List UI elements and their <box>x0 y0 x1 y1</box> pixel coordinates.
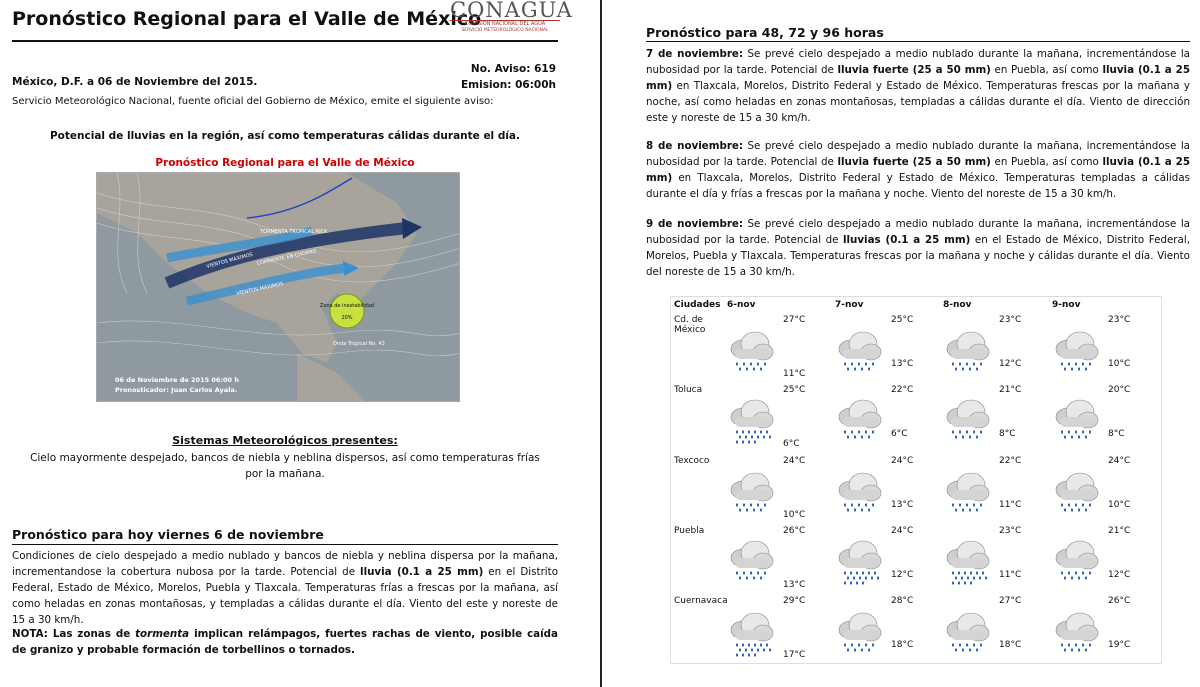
rain-cloud-icon <box>943 395 991 451</box>
today-divider <box>12 544 558 545</box>
map-title: Pronóstico Regional para el Valle de México <box>155 157 415 169</box>
temp-max: 29°C <box>783 596 806 606</box>
issue-date: México, D.F. a 06 de Noviembre del 2015. <box>12 76 258 88</box>
city-name: Toluca <box>674 385 703 395</box>
map-forecaster: Pronosticador: Juan Carlos Ayala. <box>115 386 238 394</box>
rain-cloud-icon <box>835 536 883 592</box>
map-label-tormenta: TORMENTA TROPICAL RICK <box>260 229 328 235</box>
temp-min: 13°C <box>783 580 806 590</box>
today-forecast-text: Condiciones de cielo despejado a medio nublado y bancos de niebla y neblina dispersa por la mañana, incrementandose la cobertura nubosa por la tarde. Potencial de lluvia (0.1 a 25 mm) en el Distrito Federal, Estado de México, Morelos, Puebla y Tlaxcala. Temperaturas frías a frescas por la mañana, así como heladas en zonas montañosas, y templadas a cálidas durante el día. Viento del este y noreste de 15 a 30 km/h. <box>12 550 558 626</box>
temp-max: 20°C <box>1108 385 1131 395</box>
map-date: 06 de Noviembre de 2015 06:00 h <box>115 376 239 384</box>
temp-min: 18°C <box>999 640 1022 650</box>
rain-cloud-icon <box>943 327 991 383</box>
temp-max: 24°C <box>783 456 806 466</box>
rain-cloud-icon <box>1052 608 1100 664</box>
temp-min: 8°C <box>1108 429 1125 439</box>
sistemas-text: Cielo mayormente despejado, bancos de niebla y neblina dispersos, así como temperaturas frías por la mañana. <box>30 452 540 480</box>
temp-min: 6°C <box>783 439 800 449</box>
temp-min: 12°C <box>1108 570 1131 580</box>
rain-cloud-icon <box>1052 536 1100 592</box>
weather-icon-cell <box>727 468 775 528</box>
weather-icon-cell <box>727 327 775 387</box>
temp-max: 21°C <box>999 385 1022 395</box>
temp-min: 13°C <box>891 359 914 369</box>
temp-max: 28°C <box>891 596 914 606</box>
temp-max: 25°C <box>891 315 914 325</box>
col-header-day-4: 9-nov <box>1052 300 1081 310</box>
logo-subtitle: COMISIÓN NACIONAL DEL AGUA <box>450 20 560 28</box>
smn-statement: Servicio Meteorológico Nacional, fuente oficial del Gobierno de México, emite el siguiente aviso: <box>12 96 494 107</box>
rain-cloud-icon <box>835 468 883 524</box>
temp-min: 11°C <box>999 500 1022 510</box>
emision-time: Emision: 06:00h <box>460 79 556 91</box>
note-text: NOTA: Las zonas de tormenta implican relámpagos, fuertes rachas de viento, posible caída de granizo y probable formación de torbellinos o tornados. <box>12 628 558 656</box>
temp-min: 8°C <box>999 429 1016 439</box>
temp-max: 26°C <box>783 526 806 536</box>
weather-map <box>96 172 460 402</box>
weather-icon-cell <box>943 608 991 668</box>
weather-icon-cell <box>835 536 883 596</box>
rain-cloud-icon <box>1052 395 1100 451</box>
forecast-nov-7: 7 de noviembre: Se prevé cielo despejado a medio nublado durante la mañana, incrementándose la nubosidad por la tarde. Potencial de lluvia fuerte (25 a 50 mm) en Puebla, así como lluvia (0.1 a 25 mm) en Tlaxcala, Morelos, Distrito Federal y Estado de México. Temperaturas frescas por la mañana y noche, así como heladas en zonas montañosas, templadas a cálidas durante el día. Viento de dirección este y noreste de 15 a 30 km/h. <box>646 48 1190 124</box>
rain-cloud-icon <box>727 327 775 383</box>
temp-min: 10°C <box>1108 359 1131 369</box>
weather-icon-cell <box>727 395 775 455</box>
temp-min: 17°C <box>783 650 806 660</box>
city-name: Cuernavaca <box>674 596 728 606</box>
city-name: Cd. de México <box>674 315 706 335</box>
city-name: Texcoco <box>674 456 710 466</box>
weather-icon-cell <box>835 608 883 668</box>
col-header-city: Ciudades <box>674 300 721 310</box>
map-label-onda: Onda Tropical No. 43 <box>333 341 385 347</box>
temp-max: 27°C <box>783 315 806 325</box>
rain-cloud-icon <box>727 608 775 664</box>
rain-cloud-icon <box>727 468 775 524</box>
temp-max: 23°C <box>1108 315 1131 325</box>
weather-icon-cell <box>727 608 775 668</box>
temp-min: 12°C <box>891 570 914 580</box>
weather-icon-cell <box>835 468 883 528</box>
rain-cloud-icon <box>943 536 991 592</box>
forecast-nov-9: 9 de noviembre: Se prevé cielo despejado a medio nublado durante la mañana, incrementándose la nubosidad por la tarde. Potencial de lluvias (0.1 a 25 mm) en el Estado de México, Distrito Federal, Morelos, Puebla y Tlaxcala. Temperaturas frescas por la mañana y noche y cálidas durante el día. Viento del noreste de 15 a 30 km/h. <box>646 218 1190 278</box>
city-forecast-table <box>670 296 1162 664</box>
sistemas-title: Sistemas Meteorológicos presentes: <box>172 434 398 447</box>
weather-icon-cell <box>943 395 991 455</box>
aviso-number: No. Aviso: 619 <box>470 63 556 75</box>
temp-max: 21°C <box>1108 526 1131 536</box>
temp-max: 24°C <box>1108 456 1131 466</box>
temp-max: 22°C <box>999 456 1022 466</box>
forecast-nov-8: 8 de noviembre: Se prevé cielo despejado a medio nublado durante la mañana, incrementándose la nubosidad por la tarde. Potencial de lluvia fuerte (25 a 50 mm) en Puebla, así como lluvia (0.1 a 25 mm) en Tlaxcala, Morelos, Distrito Federal y Estado de México. Temperaturas templadas a cálidas durante el día y frías a frescas por la mañana y noche. Viento del noreste de 15 a 30 km/h. <box>646 140 1190 200</box>
temp-min: 12°C <box>999 359 1022 369</box>
map-label-vientos-2: VIENTOS MÁXIMOS <box>236 281 284 297</box>
map-label-zona: Zona de inestabilidad <box>319 303 375 309</box>
col-header-day-1: 6-nov <box>727 300 756 310</box>
weather-icon-cell <box>835 327 883 387</box>
weather-icon-cell <box>835 395 883 455</box>
temp-max: 26°C <box>1108 596 1131 606</box>
temp-max: 23°C <box>999 526 1022 536</box>
temp-max: 24°C <box>891 456 914 466</box>
logo-subtitle-2: SERVICIO METEOROLÓGICO NACIONAL <box>461 28 549 33</box>
today-forecast-title: Pronóstico para hoy viernes 6 de noviembre <box>12 527 324 542</box>
temp-max: 22°C <box>891 385 914 395</box>
rain-cloud-icon <box>943 608 991 664</box>
temp-min: 13°C <box>891 500 914 510</box>
aviso-info <box>400 61 556 93</box>
rain-cloud-icon <box>1052 468 1100 524</box>
weather-icon-cell <box>943 468 991 528</box>
extended-divider <box>646 41 1190 42</box>
weather-icon-cell <box>1052 536 1100 596</box>
summary-headline: Potencial de lluvias en la región, así como temperaturas cálidas durante el día. <box>49 130 521 142</box>
logo-name: CONAGUA <box>450 0 573 22</box>
temp-max: 27°C <box>999 596 1022 606</box>
weather-icon-cell <box>1052 468 1100 528</box>
temp-max: 23°C <box>999 315 1022 325</box>
col-header-day-3: 8-nov <box>943 300 972 310</box>
header-divider <box>12 40 558 42</box>
weather-icon-cell <box>1052 327 1100 387</box>
temp-min: 6°C <box>891 429 908 439</box>
temp-min: 10°C <box>1108 500 1131 510</box>
weather-icon-cell <box>1052 608 1100 668</box>
weather-icon-cell <box>727 536 775 596</box>
column-divider <box>600 0 602 687</box>
weather-icon-cell <box>943 536 991 596</box>
weather-icon-cell <box>943 327 991 387</box>
rain-cloud-icon <box>835 327 883 383</box>
page-title: Pronóstico Regional para el Valle de México <box>12 8 482 30</box>
temp-min: 11°C <box>783 369 806 379</box>
col-header-day-2: 7-nov <box>835 300 864 310</box>
rain-cloud-icon <box>727 536 775 592</box>
temp-min: 11°C <box>999 570 1022 580</box>
rain-cloud-icon <box>727 395 775 451</box>
temp-max: 24°C <box>891 526 914 536</box>
extended-forecast-title: Pronóstico para 48, 72 y 96 horas <box>646 25 884 40</box>
temp-min: 18°C <box>891 640 914 650</box>
rain-cloud-icon <box>835 395 883 451</box>
map-label-vientos-1: VIENTOS MÁXIMOS <box>205 251 254 270</box>
rain-cloud-icon <box>1052 327 1100 383</box>
conagua-logo <box>450 0 573 34</box>
rain-cloud-icon <box>835 608 883 664</box>
weather-icon-cell <box>1052 395 1100 455</box>
temp-max: 25°C <box>783 385 806 395</box>
rain-cloud-icon <box>943 468 991 524</box>
temp-min: 10°C <box>783 510 806 520</box>
map-label-corriente: CORRIENTE EN CHORRO <box>256 248 318 267</box>
city-name: Puebla <box>674 526 705 536</box>
map-label-zona-pct: 20% <box>341 315 353 321</box>
temp-min: 19°C <box>1108 640 1131 650</box>
